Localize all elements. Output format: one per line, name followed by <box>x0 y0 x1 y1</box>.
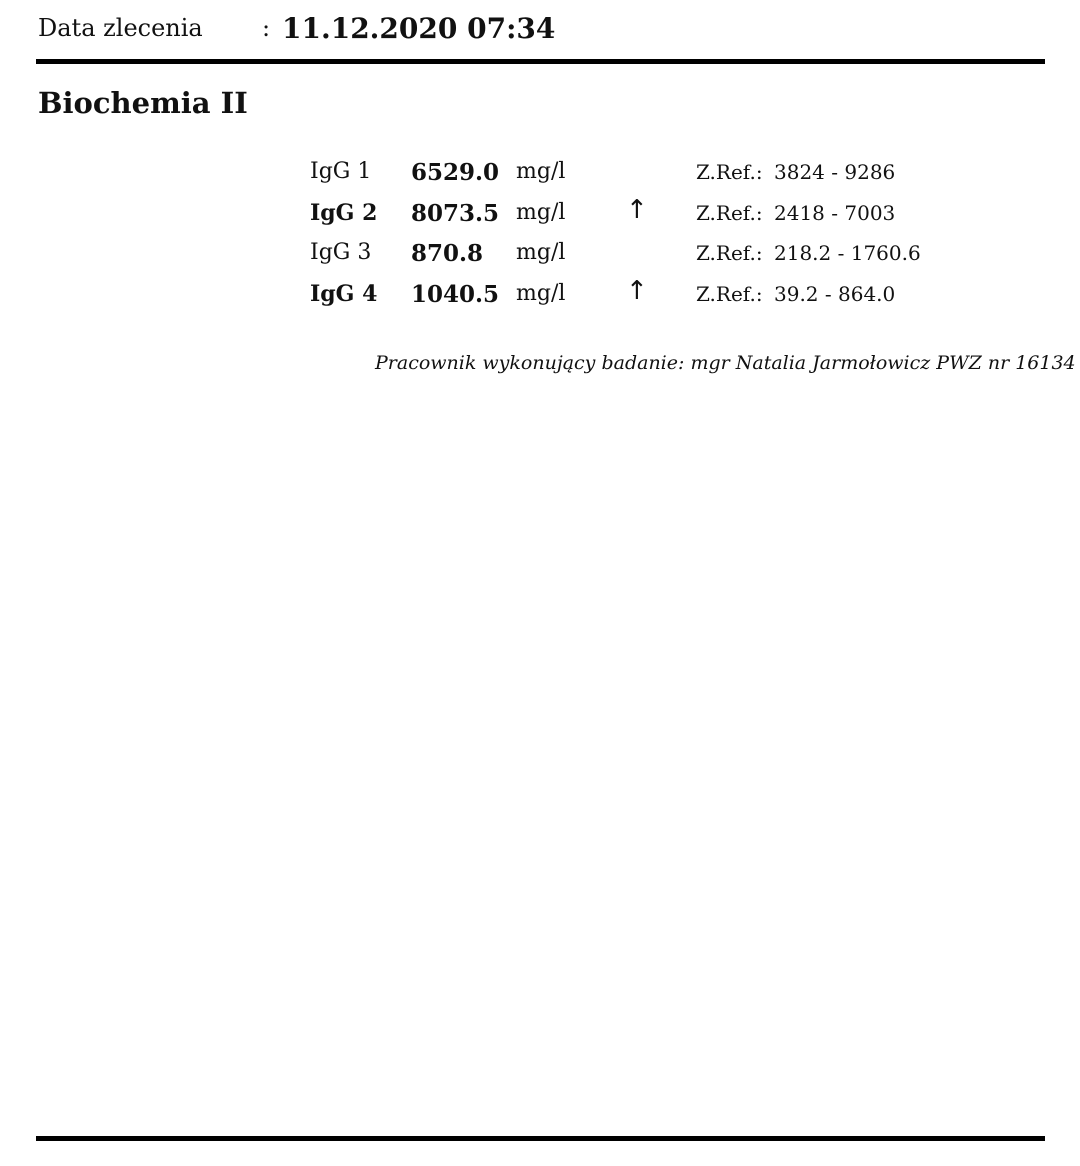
ref-range: 218.2 - 1760.6 <box>774 241 921 265</box>
performer-signature: Pracownik wykonujący badanie: mgr Natalia Jarmołowicz PWZ nr 16134 <box>375 352 1076 374</box>
order-date-value: 11.12.2020 07:34 <box>282 11 556 45</box>
ref-range: 3824 - 9286 <box>774 160 896 184</box>
ref-range: 2418 - 7003 <box>774 200 896 225</box>
test-value: 8073.5 <box>411 199 500 227</box>
test-unit: mg/l <box>516 280 566 306</box>
up-arrow-icon: ↑ <box>626 194 648 225</box>
bottom-divider <box>36 1136 1045 1141</box>
test-value: 870.8 <box>411 240 484 267</box>
section-title: Biochemia II <box>38 86 248 120</box>
test-name: IgG 1 <box>310 159 372 184</box>
test-unit: mg/l <box>516 199 566 225</box>
top-divider <box>36 59 1045 64</box>
ref-label: Z.Ref.: <box>696 281 763 306</box>
ref-label: Z.Ref.: <box>696 241 763 265</box>
result-row-igg4 <box>310 275 990 316</box>
test-name: IgG 3 <box>310 240 372 265</box>
test-unit: mg/l <box>516 159 566 184</box>
result-row-igg1 <box>310 153 990 194</box>
order-date-row <box>38 8 555 48</box>
test-name: IgG 4 <box>310 280 378 307</box>
test-value: 6529.0 <box>411 159 500 186</box>
up-arrow-icon: ↑ <box>626 275 648 306</box>
test-value: 1040.5 <box>411 280 500 308</box>
result-row-igg3 <box>310 234 990 275</box>
test-name: IgG 2 <box>310 199 378 226</box>
ref-label: Z.Ref.: <box>696 160 763 184</box>
result-row-igg2 <box>310 194 990 235</box>
ref-label: Z.Ref.: <box>696 200 763 225</box>
ref-range: 39.2 - 864.0 <box>774 281 896 306</box>
test-unit: mg/l <box>516 240 566 265</box>
order-date-separator: : <box>262 14 271 42</box>
order-date-label: Data zlecenia <box>38 14 203 42</box>
results-table <box>310 153 990 315</box>
